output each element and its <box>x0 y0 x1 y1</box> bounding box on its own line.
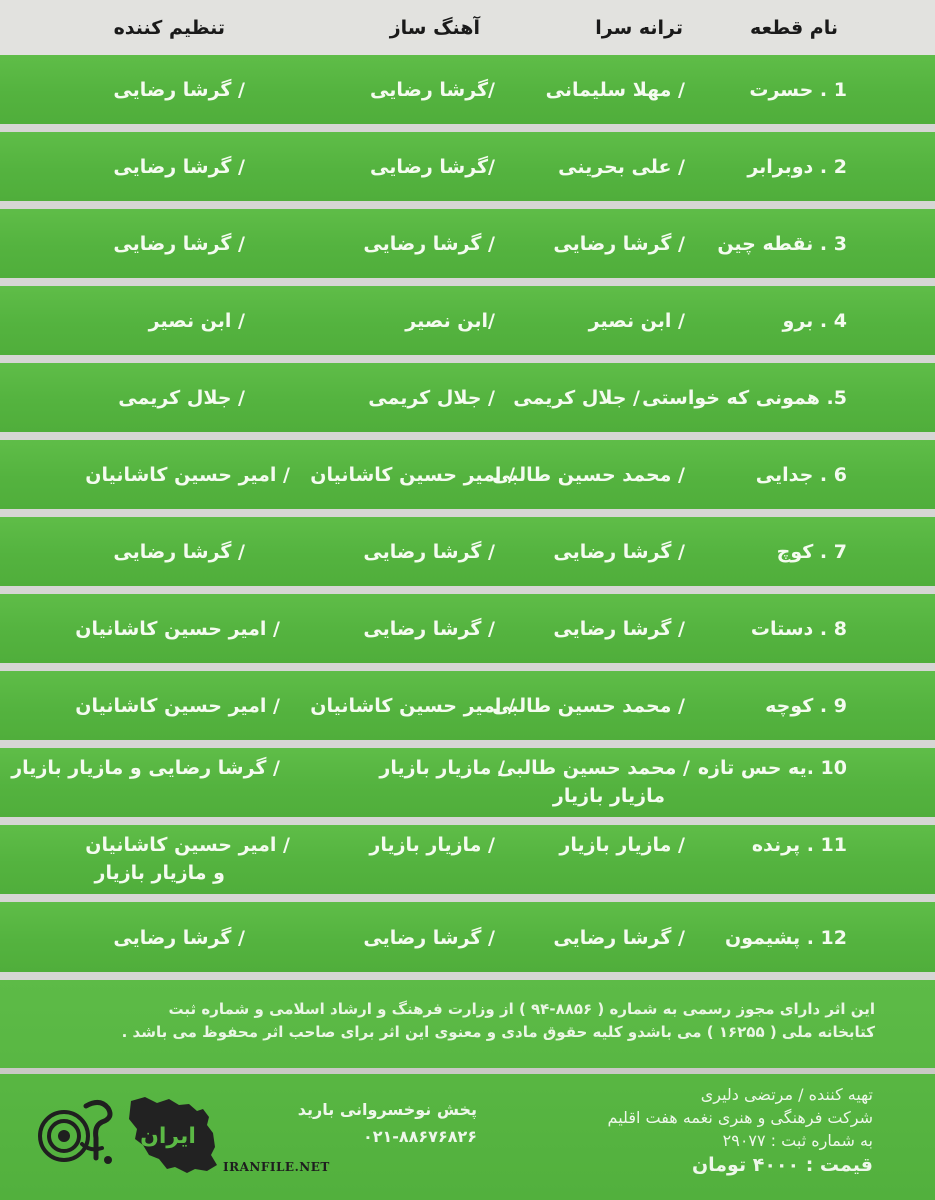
track-lyricist: / مهلا سلیمانی <box>545 79 685 101</box>
track-title: 12 . پشیمون <box>725 927 847 949</box>
track-row <box>0 748 935 817</box>
composer-column-header: آهنگ ساز <box>389 17 480 39</box>
track-lyricist: / گرشا رضایی <box>553 927 685 949</box>
track-row <box>0 132 935 201</box>
website-label: IRANFILE.NET <box>223 1160 330 1174</box>
track-composer: / امیر حسین کاشانیان <box>310 695 515 717</box>
track-row <box>0 286 935 355</box>
track-row <box>0 902 935 972</box>
track-arranger: / گرشا رضایی و مازیار بازیار <box>11 757 280 779</box>
distributor-phone: ۰۲۱-۸۸۶۷۶۸۲۶ <box>362 1127 477 1146</box>
company: شرکت فرهنگی و هنری نغمه هفت اقلیم <box>607 1108 873 1127</box>
track-row <box>0 363 935 432</box>
track-title: 6 . جدایی <box>755 464 847 486</box>
track-lyricist: / مازیار بازیار <box>559 834 685 856</box>
track-arranger: / گرشا رضایی <box>113 233 245 255</box>
track-title: 8 . دستات <box>750 618 847 640</box>
track-composer: / مازیار بازیار <box>369 834 495 856</box>
track-row <box>0 55 935 124</box>
track-lyricist: / محمد حسین طالبی <box>492 695 685 717</box>
track-lyricist: / ابن نصیر <box>588 310 685 332</box>
track-row <box>0 825 935 894</box>
track-title: 3 . نقطه چین <box>717 233 847 255</box>
arranger-column-header: تنظیم کننده <box>113 17 225 39</box>
tracklist-header <box>0 0 935 55</box>
track-row <box>0 517 935 586</box>
license-line: کتابخانه ملی ( ۱۶۲۵۵ ) می باشدو کلیه حقوق مادی و معنوی این اثر برای صاحب اثر محفوظ می باشد . <box>121 1023 875 1041</box>
track-arranger: / جلال کریمی <box>118 387 245 409</box>
music-label-logo-icon <box>36 1098 118 1170</box>
license-line: این اثر دارای مجوز رسمی به شماره ( ۸۸۵۶-۹۴ ) از وزارت فرهنگ و ارشاد اسلامی و شماره ثبت <box>168 1000 875 1018</box>
track-title: 5. همونی که خواستی <box>642 387 847 409</box>
track-arranger: / ابن نصیر <box>148 310 245 332</box>
registration-number: به شماره ثبت : ۲۹۰۷۷ <box>722 1131 873 1150</box>
iran-map-logo-icon <box>123 1095 221 1177</box>
track-title: 11 . پرنده <box>751 834 847 856</box>
track-lyricist: / محمد حسین طالبی <box>492 464 685 486</box>
track-composer: / گرشا رضایی <box>363 233 495 255</box>
track-composer: / گرشا رضایی <box>363 618 495 640</box>
track-composer: /گرشا رضایی <box>369 79 495 101</box>
track-lyricist: / گرشا رضایی <box>553 618 685 640</box>
logo-iran-text: ایران <box>140 1124 196 1149</box>
track-arranger: / امیر حسین کاشانیان <box>85 834 290 856</box>
track-arranger: / گرشا رضایی <box>113 79 245 101</box>
lyricist-column-header: ترانه سرا <box>595 17 683 39</box>
track-title: 1 . حسرت <box>749 79 847 101</box>
track-arranger: / امیر حسین کاشانیان <box>85 464 290 486</box>
track-composer: /گرشا رضایی <box>369 156 495 178</box>
price: قیمت : ۴۰۰۰ تومان <box>691 1154 873 1176</box>
track-row <box>0 209 935 278</box>
track-row <box>0 594 935 663</box>
track-lyricist: / محمد حسین طالبی <box>497 757 690 779</box>
track-arranger: / امیر حسین کاشانیان <box>75 618 280 640</box>
track-composer: / جلال کریمی <box>368 387 495 409</box>
track-composer: / مازیار بازیار <box>379 757 505 779</box>
distributor-info <box>298 1096 477 1150</box>
license-notice <box>55 998 875 1044</box>
track-title: 2 . دوبرابر <box>747 156 847 178</box>
track-title: 4 . برو <box>782 310 847 332</box>
track-composer: / گرشا رضایی <box>363 541 495 563</box>
track-arranger: / گرشا رضایی <box>113 156 245 178</box>
distributor-name: پخش نوخسروانی بارید <box>297 1100 477 1119</box>
track-row <box>0 671 935 740</box>
track-composer: / امیر حسین کاشانیان <box>310 464 515 486</box>
track-lyricist: / گرشا رضایی <box>553 541 685 563</box>
track-composer: /ابن نصیر <box>405 310 495 332</box>
track-composer: / گرشا رضایی <box>363 927 495 949</box>
track-row <box>0 440 935 509</box>
title-column-header: نام قطعه <box>749 17 838 39</box>
track-arranger: / گرشا رضایی <box>113 927 245 949</box>
track-lyricist: / جلال کریمی <box>513 387 640 409</box>
track-title: 9 . کوچه <box>765 695 847 717</box>
footer-divider <box>0 1068 935 1074</box>
track-title: 10 .یه حس تازه <box>697 757 847 779</box>
track-arranger: / گرشا رضایی <box>113 541 245 563</box>
producer: تهیه کننده / مرتضی دلیری <box>700 1085 873 1104</box>
track-title: 7 . کوچ <box>776 541 847 563</box>
track-lyricist: / علی بحرینی <box>558 156 685 178</box>
track-lyricist: / گرشا رضایی <box>553 233 685 255</box>
track-arranger-continued: و مازیار بازیار <box>94 862 225 884</box>
track-arranger: / امیر حسین کاشانیان <box>75 695 280 717</box>
track-lyricist-continued: مازیار بازیار <box>552 785 665 807</box>
producer-info <box>533 1083 873 1177</box>
